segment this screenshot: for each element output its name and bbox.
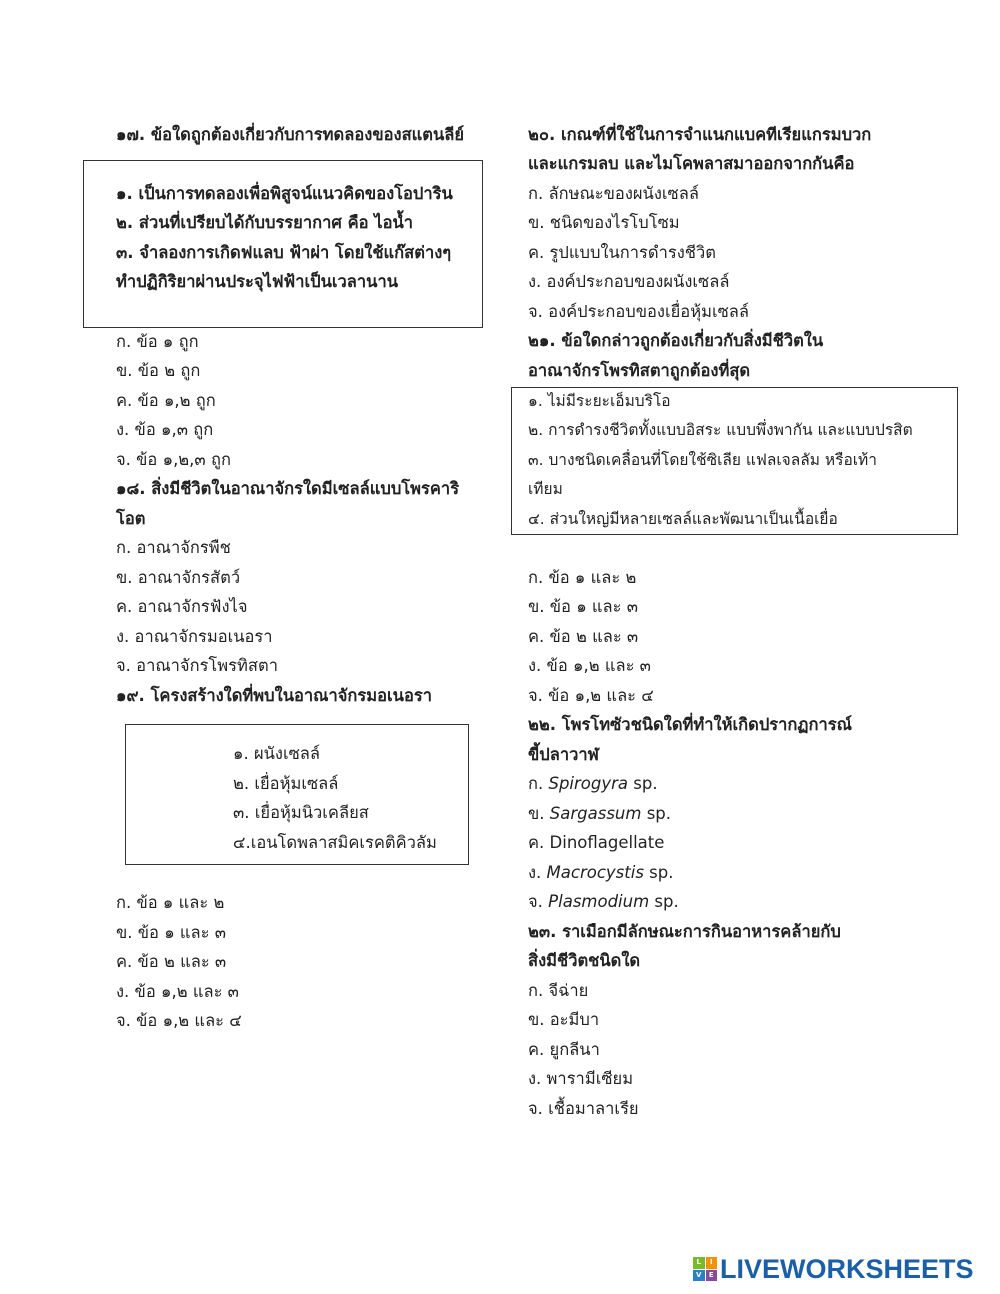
liveworksheets-logo-icon (693, 1257, 717, 1281)
question-20-choice[interactable]: จ. องค์ประกอบของเยื่อหุ้มเซลล์ (528, 302, 750, 321)
question-22-choice[interactable] (528, 803, 671, 825)
question-21-statement: ๒. การดำรงชีวิตทั้งแบบอิสระ แบบพึ่งพากัน และแบบปรสิต (528, 421, 913, 439)
choice-suffix: sp. (628, 774, 658, 793)
question-21-statement: ๔. ส่วนใหญ่มีหลายเซลล์และพัฒนาเป็นเนื้อเยื่อ (528, 510, 838, 528)
question-19-choice[interactable]: ก. ข้อ ๑ และ ๒ (116, 893, 225, 912)
question-23-title: ๒๓. ราเมือกมีลักษณะการกินอาหารคล้ายกับ (528, 922, 841, 941)
choice-prefix: จ. (528, 892, 549, 911)
question-17-statement: ๑. เป็นการทดลองเพื่อพิสูจน์แนวคิดของโอปาริน (116, 184, 453, 203)
question-23-choice[interactable]: ก. จีฉ่าย (528, 981, 589, 1000)
question-18-choice[interactable]: ก. อาณาจักรพืช (116, 538, 231, 557)
species-name: Sargassum (549, 804, 642, 823)
question-19-statement: ๒. เยื่อหุ้มเซลล์ (233, 774, 339, 793)
question-21-statement: ๓. บางชนิดเคลื่อนที่โดยใช้ซิเลีย แฟลเจลลัม หรือเท้า (528, 451, 877, 469)
question-21-choice[interactable]: ก. ข้อ ๑ และ ๒ (528, 568, 637, 587)
logo-tile: V (693, 1270, 705, 1282)
question-21-statement: เทียม (528, 480, 563, 498)
question-18-choice[interactable]: จ. อาณาจักรโพรทิสตา (116, 656, 278, 675)
question-21-choice[interactable]: ง. ข้อ ๑,๒ และ ๓ (528, 656, 651, 675)
question-23-choice[interactable]: ง. พารามีเซียม (528, 1069, 634, 1088)
choice-prefix: ค. Dinoflagellate (528, 833, 665, 852)
question-22-title: ๒๒. โพรโทซัวชนิดใดที่ทำให้เกิดปรากฏการณ์ (528, 715, 852, 734)
species-name: Plasmodium (548, 892, 650, 911)
question-17-choice[interactable]: ก. ข้อ ๑ ถูก (116, 332, 199, 351)
question-17-statement: ๓. จำลองการเกิดฟแลบ ฟ้าผ่า โดยใช้แก๊สต่างๆ (116, 243, 452, 262)
question-17-choice[interactable]: ค. ข้อ ๑,๒ ถูก (116, 391, 216, 410)
choice-prefix: ก. (528, 774, 549, 793)
question-19-statement: ๓. เยื่อหุ้มนิวเคลียส (233, 803, 369, 822)
choice-suffix: sp. (649, 892, 679, 911)
question-19-statement: ๑. ผนังเซลล์ (233, 744, 321, 763)
question-23-choice[interactable]: ค. ยูกลีนา (528, 1040, 600, 1059)
choice-prefix: ง. (528, 863, 547, 882)
question-22-choice[interactable] (528, 773, 658, 795)
question-17-statement: ๒. ส่วนที่เปรียบได้กับบรรยากาศ คือ ไอน้ำ (116, 213, 414, 232)
question-17-choice[interactable]: ข. ข้อ ๒ ถูก (116, 361, 201, 380)
choice-suffix: sp. (641, 804, 672, 823)
species-name: Macrocystis (546, 863, 644, 882)
question-18-choice[interactable]: ค. อาณาจักรฟังไจ (116, 597, 248, 616)
question-17-choice[interactable]: ง. ข้อ ๑,๓ ถูก (116, 420, 214, 439)
question-19-title: ๑๙. โครงสร้างใดที่พบในอาณาจักรมอเนอรา (116, 686, 432, 705)
question-22-choice[interactable] (528, 862, 674, 884)
question-20-choice[interactable]: ค. รูปแบบในการดำรงชีวิต (528, 243, 716, 262)
brand-name: LIVEWORKSHEETS (720, 1253, 974, 1284)
question-20-title-cont: และแกรมลบ และไมโคพลาสมาออกจากกันคือ (528, 154, 855, 173)
question-20-title: ๒๐. เกณฑ์ที่ใช้ในการจำแนกแบคทีเรียแกรมบวก (528, 125, 872, 144)
liveworksheets-logo[interactable] (693, 1254, 974, 1284)
question-19-choice[interactable]: ข. ข้อ ๑ และ ๓ (116, 923, 227, 942)
question-18-choice[interactable]: ข. อาณาจักรสัตว์ (116, 568, 241, 587)
question-22-title-cont: ขี้ปลาวาฬ (528, 745, 599, 764)
question-21-statement: ๑. ไม่มีระยะเอ็มบริโอ (528, 392, 671, 410)
choice-suffix: sp. (643, 863, 674, 882)
question-22-choice[interactable] (528, 832, 664, 854)
question-17-title: ๑๗. ข้อใดถูกต้องเกี่ยวกับการทดลองของสแตนลีย์ (116, 125, 465, 144)
question-19-choice[interactable]: ค. ข้อ ๒ และ ๓ (116, 952, 227, 971)
logo-tile: L (693, 1257, 705, 1269)
question-22-choice[interactable] (528, 891, 679, 913)
question-21-choice[interactable]: ข. ข้อ ๑ และ ๓ (528, 597, 639, 616)
question-23-choice[interactable]: ข. อะมีบา (528, 1010, 600, 1029)
question-19-choice[interactable]: จ. ข้อ ๑,๒ และ ๔ (116, 1011, 242, 1030)
question-21-title: ๒๑. ข้อใดกล่าวถูกต้องเกี่ยวกับสิ่งมีชีวิตใน (528, 331, 824, 350)
question-20-choice[interactable]: ง. องค์ประกอบของผนังเซลล์ (528, 272, 730, 291)
question-17-choice[interactable]: จ. ข้อ ๑,๒,๓ ถูก (116, 450, 231, 469)
species-name: Spirogyra (548, 774, 629, 793)
question-21-choice[interactable]: จ. ข้อ ๑,๒ และ ๔ (528, 686, 654, 705)
question-23-title-cont: สิ่งมีชีวิตชนิดใด (528, 951, 641, 970)
question-20-choice[interactable]: ก. ลักษณะของผนังเซลล์ (528, 184, 699, 203)
question-18-title-cont: โอต (116, 509, 146, 528)
logo-tile: I (706, 1257, 718, 1269)
choice-prefix: ข. (528, 804, 550, 823)
question-21-choice[interactable]: ค. ข้อ ๒ และ ๓ (528, 627, 639, 646)
question-20-choice[interactable]: ข. ชนิดของไรโบโซม (528, 213, 680, 232)
question-18-title: ๑๘. สิ่งมีชีวิตในอาณาจักรใดมีเซลล์แบบโพรคาริ (116, 479, 460, 498)
question-23-choice[interactable]: จ. เชื้อมาลาเรีย (528, 1099, 639, 1118)
question-17-statement: ทำปฏิกิริยาผ่านประจุไฟฟ้าเป็นเวลานาน (116, 272, 398, 291)
question-19-choice[interactable]: ง. ข้อ ๑,๒ และ ๓ (116, 982, 239, 1001)
question-18-choice[interactable]: ง. อาณาจักรมอเนอรา (116, 627, 273, 646)
question-19-statement: ๔.เอนโดพลาสมิคเรคติคิวลัม (233, 833, 437, 852)
logo-tile: E (706, 1270, 718, 1282)
question-21-title-cont: อาณาจักรโพรทิสตาถูกต้องที่สุด (528, 361, 751, 380)
